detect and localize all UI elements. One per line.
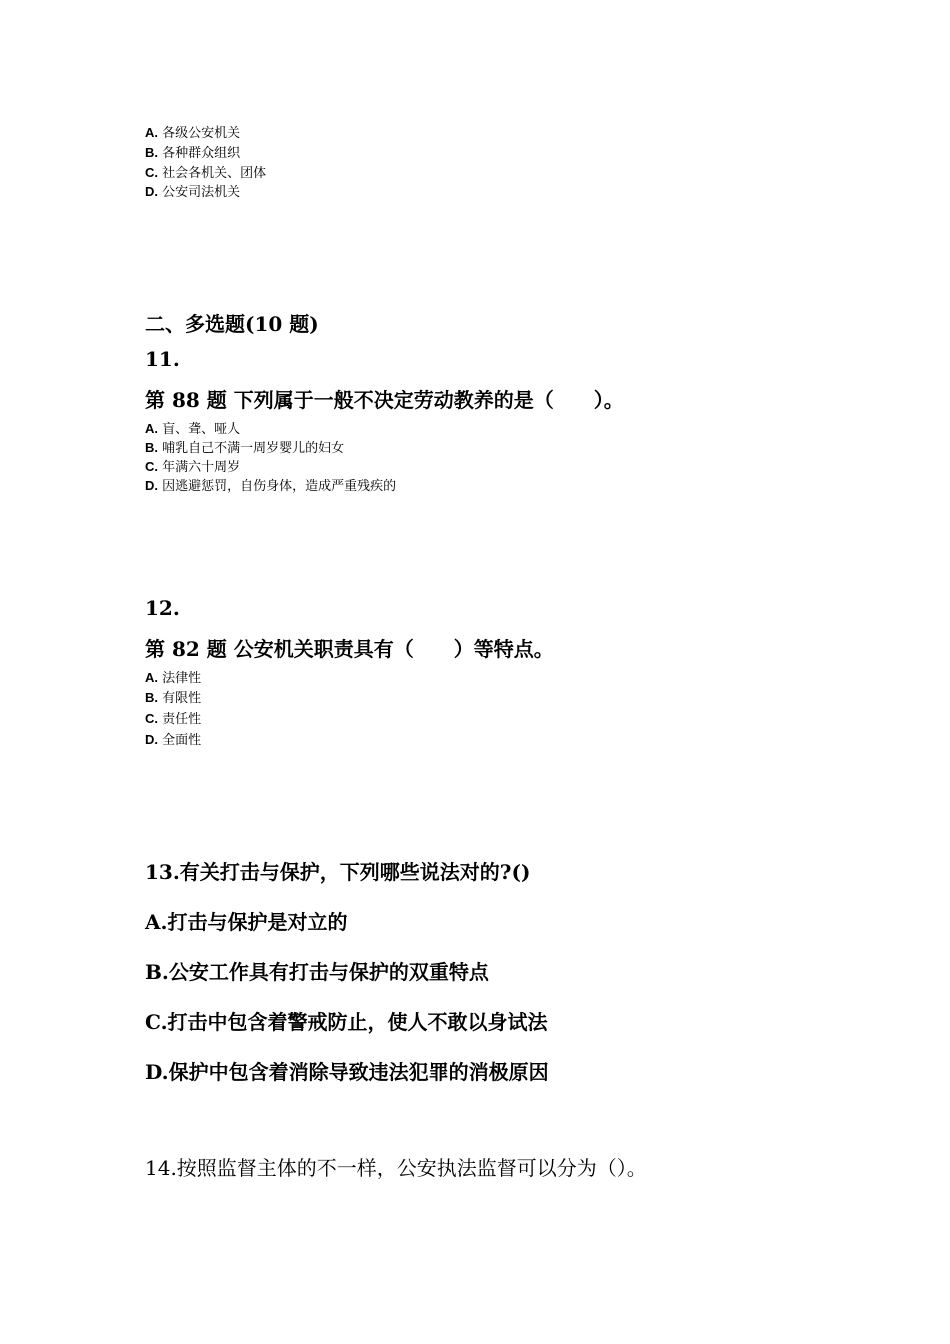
option-a: A. 法律性	[145, 670, 202, 686]
option-c: C. 年满六十周岁	[145, 459, 241, 475]
option-a: A. 盲、聋、哑人	[145, 421, 241, 437]
option-d: D. 公安司法机关	[145, 184, 241, 200]
option-a: A.打击与保护是对立的	[145, 910, 348, 934]
option-b: B. 各种群众组织	[145, 145, 241, 161]
option-d: D. 因逃避惩罚，自伤身体，造成严重残疾的	[145, 478, 397, 494]
question-stem: 13.有关打击与保护，下列哪些说法对的?()	[145, 860, 531, 884]
option-a: A. 各级公安机关	[145, 125, 241, 141]
question-number: 11.	[145, 347, 180, 371]
section-title: 二、多选题(10 题)	[145, 312, 319, 336]
question-number: 12.	[145, 596, 180, 620]
option-c: C. 责任性	[145, 711, 202, 727]
option-d: D. 全面性	[145, 732, 202, 748]
question-stem: 第 82 题 公安机关职责具有（ ）等特点。	[145, 637, 554, 661]
option-c: C. 社会各机关、团体	[145, 165, 267, 181]
option-b: B.公安工作具有打击与保护的双重特点	[145, 960, 489, 984]
question-stem: 14.按照监督主体的不一样，公安执法监督可以分为（）。	[145, 1156, 647, 1180]
option-d: D.保护中包含着消除导致违法犯罪的消极原因	[145, 1060, 549, 1084]
option-b: B. 哺乳自己不满一周岁婴儿的妇女	[145, 440, 345, 456]
option-c: C.打击中包含着警戒防止，使人不敢以身试法	[145, 1010, 548, 1034]
question-stem: 第 88 题 下列属于一般不决定劳动教养的是（ ）。	[145, 388, 624, 412]
option-b: B. 有限性	[145, 690, 202, 706]
